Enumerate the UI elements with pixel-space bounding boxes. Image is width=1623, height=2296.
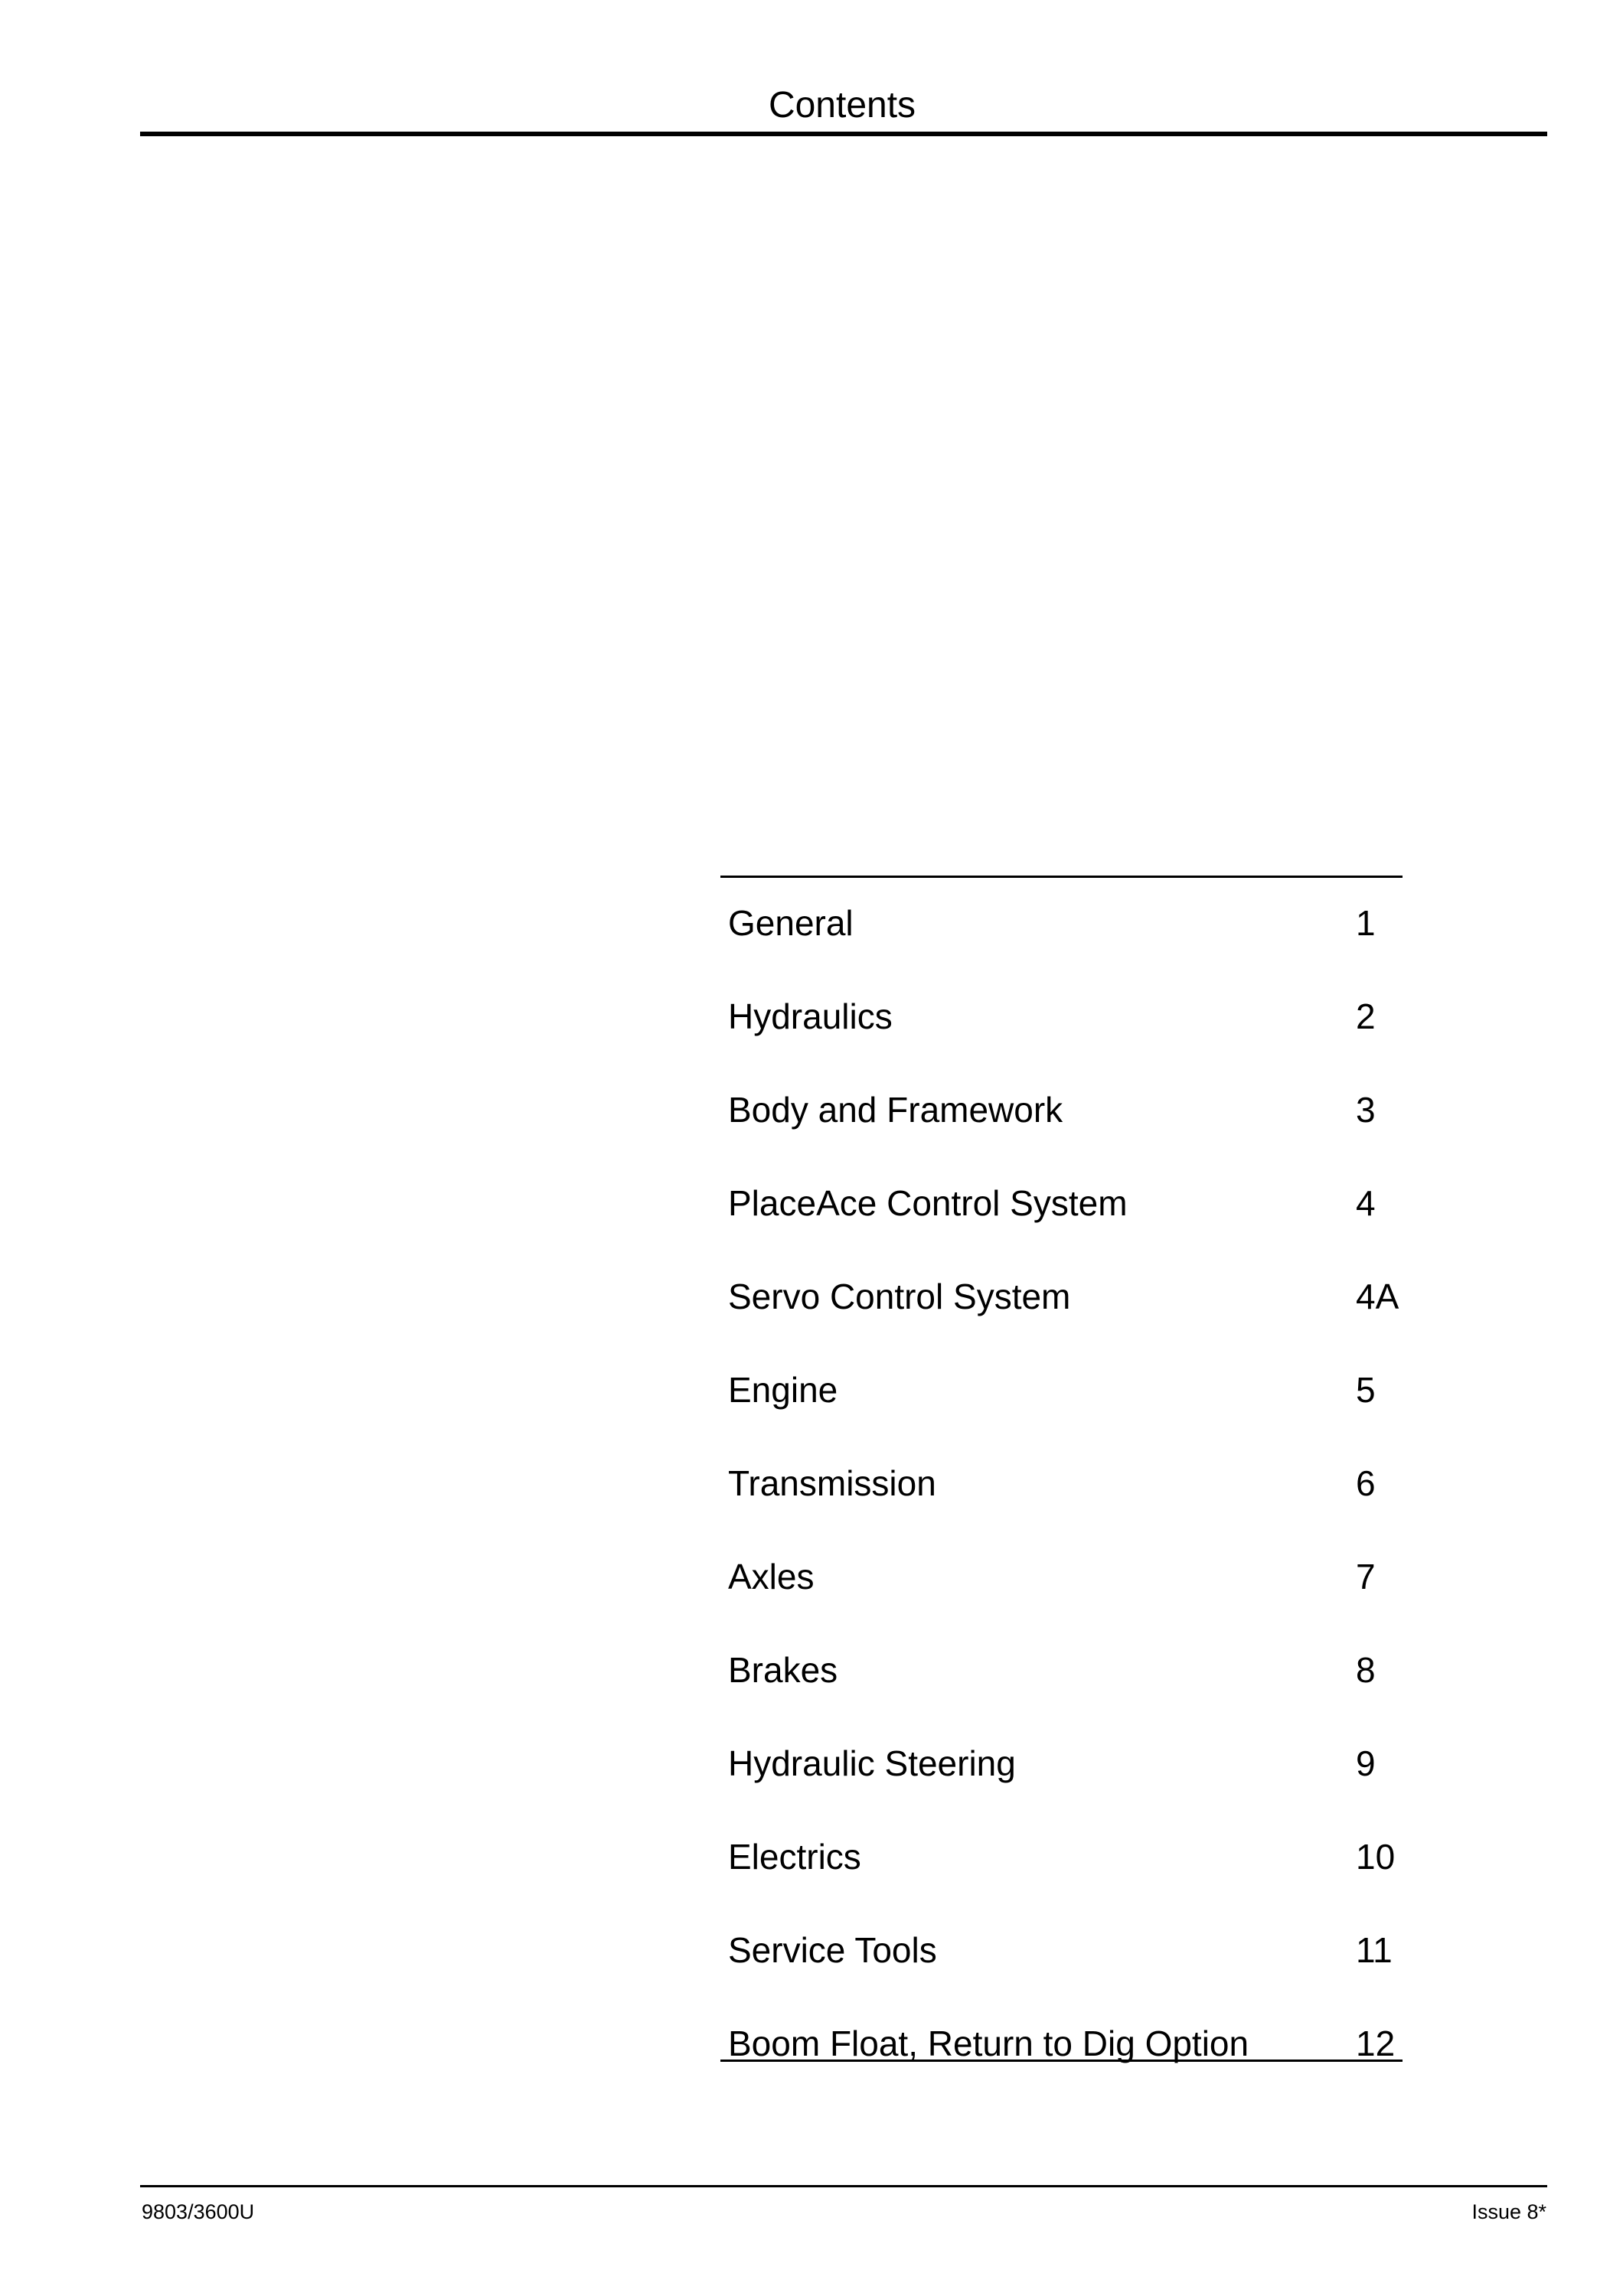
toc-section-number: 11 <box>1356 1930 1393 1970</box>
toc-title: General <box>728 903 854 943</box>
toc-title: Hydraulic Steering <box>728 1743 1016 1783</box>
toc-title: Transmission <box>728 1463 936 1503</box>
page-title: Contents <box>768 85 916 126</box>
toc-row-body-and-framework[interactable] <box>728 1075 1403 1144</box>
toc-section-number: 1 <box>1356 903 1376 943</box>
toc-row-axles[interactable] <box>728 1542 1403 1611</box>
toc-row-hydraulic-steering[interactable] <box>728 1729 1403 1798</box>
toc-title: Service Tools <box>728 1930 937 1970</box>
toc-row-service-tools[interactable] <box>728 1916 1403 1985</box>
toc-section-number: 9 <box>1356 1743 1376 1783</box>
table-of-contents <box>720 876 1403 2062</box>
toc-section-number: 2 <box>1356 996 1376 1036</box>
toc-row-electrics[interactable] <box>728 1822 1403 1891</box>
header-rule <box>140 132 1547 136</box>
toc-title: Engine <box>728 1370 838 1410</box>
toc-row-hydraulics[interactable] <box>728 982 1403 1051</box>
toc-title: Hydraulics <box>728 996 893 1036</box>
toc-section-number: 12 <box>1356 2024 1396 2063</box>
toc-section-number: 3 <box>1356 1090 1376 1130</box>
footer-rule <box>140 2185 1547 2187</box>
toc-section-number: 4 <box>1356 1183 1376 1223</box>
toc-title: Boom Float, Return to Dig Option <box>728 2024 1249 2063</box>
document-number: 9803/3600U <box>142 2200 255 2223</box>
toc-row-boom-float-return-to-dig-option[interactable] <box>728 2009 1403 2078</box>
toc-row-transmission[interactable] <box>728 1449 1403 1518</box>
toc-title: Servo Control System <box>728 1277 1071 1316</box>
toc-section-number: 8 <box>1356 1650 1376 1690</box>
toc-row-general[interactable] <box>728 889 1403 957</box>
toc-title: Body and Framework <box>728 1090 1063 1130</box>
toc-section-number: 6 <box>1356 1463 1376 1503</box>
toc-row-servo-control-system[interactable] <box>728 1262 1403 1331</box>
toc-section-number: 10 <box>1356 1837 1396 1877</box>
toc-section-number: 4A <box>1356 1277 1399 1316</box>
toc-row-engine[interactable] <box>728 1355 1403 1424</box>
toc-row-placeace-control-system[interactable] <box>728 1169 1403 1238</box>
toc-section-number: 7 <box>1356 1557 1376 1596</box>
toc-section-number: 5 <box>1356 1370 1376 1410</box>
toc-title: PlaceAce Control System <box>728 1183 1128 1223</box>
toc-title: Electrics <box>728 1837 861 1877</box>
toc-title: Axles <box>728 1557 815 1596</box>
toc-row-brakes[interactable] <box>728 1636 1403 1704</box>
toc-title: Brakes <box>728 1650 838 1690</box>
issue-label: Issue 8* <box>1471 2200 1546 2223</box>
